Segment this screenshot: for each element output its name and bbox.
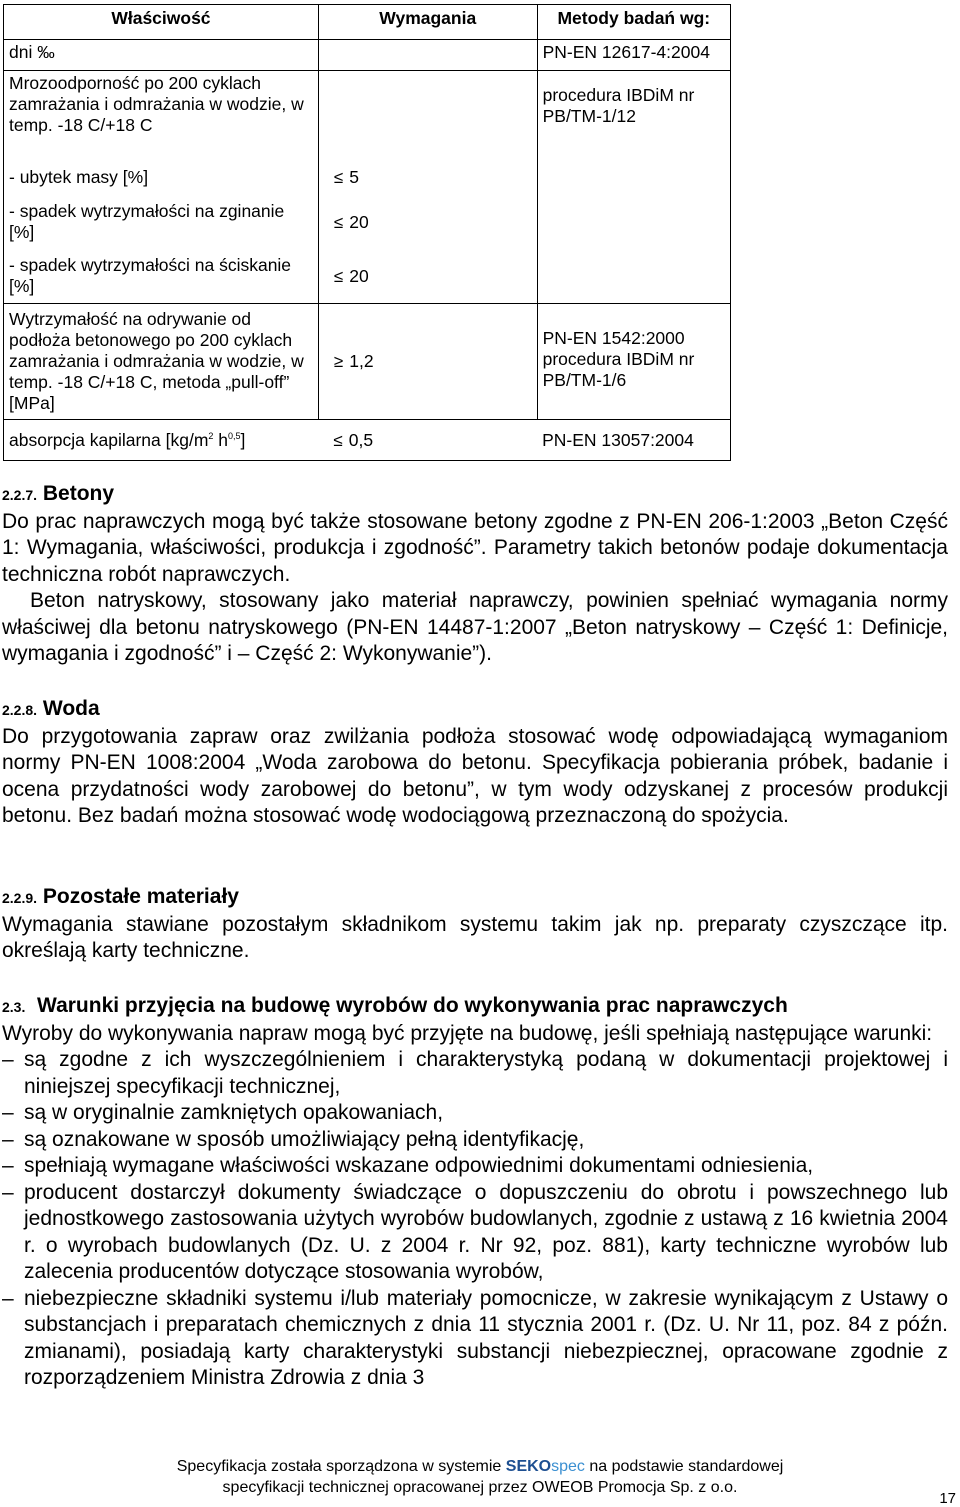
requirements-table (3, 4, 731, 461)
paragraph: Do przygotowania zapraw oraz zwilżania podłoża stosować wodę odpowiadającą wymaganiom normy PN-EN 1008:2004 „Woda zarobowa do betonu. Specyfikacja pobierania próbek, badanie i ocena przydatności wody zarobowej do betonu”, w tym wody odzyskanej z procesów produkcji betonu. Bez badań można stosować wodę wodociągową przeznaczoną do spożycia. (2, 724, 948, 827)
req-value: 20 (349, 265, 369, 286)
footer-text: na podstawie standardowej (589, 1458, 784, 1475)
abs-prop-b: h (213, 429, 229, 450)
row-pull-method (537, 304, 730, 420)
pull-method-text: PN-EN 1542:2000 procedura IBDiM nr PB/TM-1/6 (542, 328, 695, 390)
abs-sup-2: 0,5 (228, 430, 241, 441)
paragraph: Beton natryskowy, stosowany jako materiał naprawczy, powinien spełniać wymagania normy właściwej dla betonu natryskowego (PN-EN 14487-1:2007 „Beton natryskowy – Część 1: Definicje, wymagania i zgodność” i – Część 2: Wykonywanie”). (2, 589, 948, 665)
section-number: 2.2.8. (2, 702, 38, 718)
list-item: – niebezpieczne składniki systemu i/lub materiały pomocnicze, w zakresie wynikającym z Ustawy o substancjach i preparatach chemicznych z dnia 11 stycznia 2001 r. (Dz. U. Nr 11, poz. 84 z późn. zmianami), posiadają karty charakterystyki substancji niebezpiecznej, opracowane zgodnie z rozporządzeniem Ministra Zdrowia z dnia 3 (2, 1286, 948, 1392)
row-abs-req (318, 420, 537, 461)
page-number: 17 (939, 1490, 956, 1507)
paragraph: Wymagania stawiane pozostałym składnikom systemu takim jak np. preparaty czyszczące itp. określają karty techniczne. (2, 912, 948, 962)
row-dni-prop: dni ‰ (4, 40, 319, 71)
table-row (4, 71, 731, 162)
row-dni-method: PN-EN 12617-4:2004 (537, 40, 730, 71)
le-sign: ≤ (333, 168, 344, 187)
table-row (4, 40, 731, 71)
heading-2-3 (2, 993, 948, 1021)
row-mroz-prop: Mrozoodporność po 200 cyklach zamrażania i odmrażania w wodzie, w temp. -18 C/+18 C (4, 71, 319, 162)
list-item: – są zgodne z ich wyszczególnieniem i charakterystyką podaną w dokumentacji projektowej i niniejszej specyfikacji technicznej, (2, 1047, 948, 1100)
table-row (4, 304, 731, 420)
heading-2-2-8 (2, 696, 948, 724)
row-abs-method: PN-EN 13057:2004 (537, 420, 730, 461)
logo-part-b: spec (551, 1458, 585, 1475)
section-title: Warunki przyjęcia na budowę wyrobów do wykonywania prac naprawczych (37, 994, 788, 1017)
abs-sup-1: 2 (208, 430, 214, 441)
row-dni-req (318, 40, 537, 71)
header-property: Właściwość (4, 5, 319, 40)
sub-compress-prop: - spadek wytrzymałości na ściskanie [%] (4, 249, 319, 304)
le-sign: ≤ (333, 266, 344, 286)
ge-sign: ≥ (333, 352, 344, 371)
row-abs-prop (4, 420, 319, 461)
abs-prop-a: absorpcja kapilarna [kg/m (9, 429, 209, 450)
row-pull-req (318, 304, 537, 420)
table-row (4, 420, 731, 461)
row-mroz-method (537, 71, 730, 304)
section-number: 2.3. (2, 999, 26, 1015)
paragraph: Do prac naprawczych mogą być także stosowane betony zgodne z PN-EN 206-1:2003 „Beton Część 1: Wymagania, właściwości, produkcja i zgodność”. Parametry takich betonów podaje dokumentacja techniczna robót naprawczych. (2, 509, 948, 586)
list-item: – producent dostarczył dokumenty świadczące o dopuszczeniu do obrotu i powszechnego lub jednostkowego zastosowania użytych wyrobów budowlanych, zgodnie z ustawą z 16 kwietnia 2004 r. o wyrobach budowlanych (Dz. U. z 2004 r. Nr 92, poz. 881), karty techniczne wyrobów lub zalecenia producentów dotyczące stosowania wyrobów, (2, 1180, 948, 1286)
section-number: 2.2.9. (2, 890, 38, 906)
sekospec-logo (506, 1458, 585, 1475)
le-sign: ≤ (333, 212, 344, 232)
header-requirement: Wymagania (318, 5, 537, 40)
heading-2-2-9 (2, 884, 948, 912)
req-value: 1,2 (349, 351, 374, 371)
section-2-3 (2, 993, 948, 1392)
paragraph: Wyroby do wykonywania napraw mogą być przyjęte na budowę, jeśli spełniają następujące warunki: (2, 1021, 933, 1045)
list-item: – spełniają wymagane właściwości wskazane odpowiednimi dokumentami odniesienia, (2, 1153, 948, 1180)
sub-mass-prop: - ubytek masy [%] (4, 161, 319, 195)
sub-compress-req (318, 249, 537, 304)
page-footer (0, 1456, 960, 1498)
section-2-2-9 (2, 884, 948, 965)
logo-part-a: SEKO (505, 1458, 552, 1475)
heading-2-2-7 (2, 481, 948, 509)
section-2-2-7 (2, 481, 948, 668)
req-value: 20 (349, 211, 369, 232)
req-value: 5 (349, 167, 359, 187)
header-method: Metody badań wg: (537, 5, 730, 40)
sub-bend-prop: - spadek wytrzymałości na zginanie [%] (4, 195, 319, 249)
abs-prop-c: ] (240, 429, 246, 450)
le-sign: ≤ (333, 430, 343, 450)
section-2-2-8 (2, 696, 948, 830)
section-title: Woda (42, 697, 100, 720)
footer-line-2: specyfikacji technicznej opracowanej przez OWEOB Promocja Sp. z o.o. (222, 1479, 738, 1496)
sub-bend-req (318, 195, 537, 249)
conditions-list (2, 1047, 948, 1392)
section-title: Pozostałe materiały (42, 885, 239, 908)
sub-mass-req (318, 161, 537, 195)
req-value: 0,5 (348, 429, 374, 450)
list-item: – są oznakowane w sposób umożliwiający pełną identyfikację, (2, 1127, 948, 1154)
row-pull-prop: Wytrzymałość na odrywanie od podłoża betonowego po 200 cyklach zamrażania i odmrażania w wodzie, w temp. -18 C/+18 C, metoda „pull-off” [MPa] (4, 304, 319, 420)
mroz-method-text: procedura IBDiM nr PB/TM-1/12 (542, 85, 695, 126)
table-header-row (4, 5, 731, 40)
footer-text: Specyfikacja została sporządzona w systemie (176, 1458, 502, 1475)
list-item: – są w oryginalnie zamkniętych opakowaniach, (2, 1100, 948, 1127)
section-number: 2.2.7. (2, 487, 38, 503)
section-title: Betony (42, 482, 115, 505)
footer-line-1 (0, 1456, 960, 1477)
